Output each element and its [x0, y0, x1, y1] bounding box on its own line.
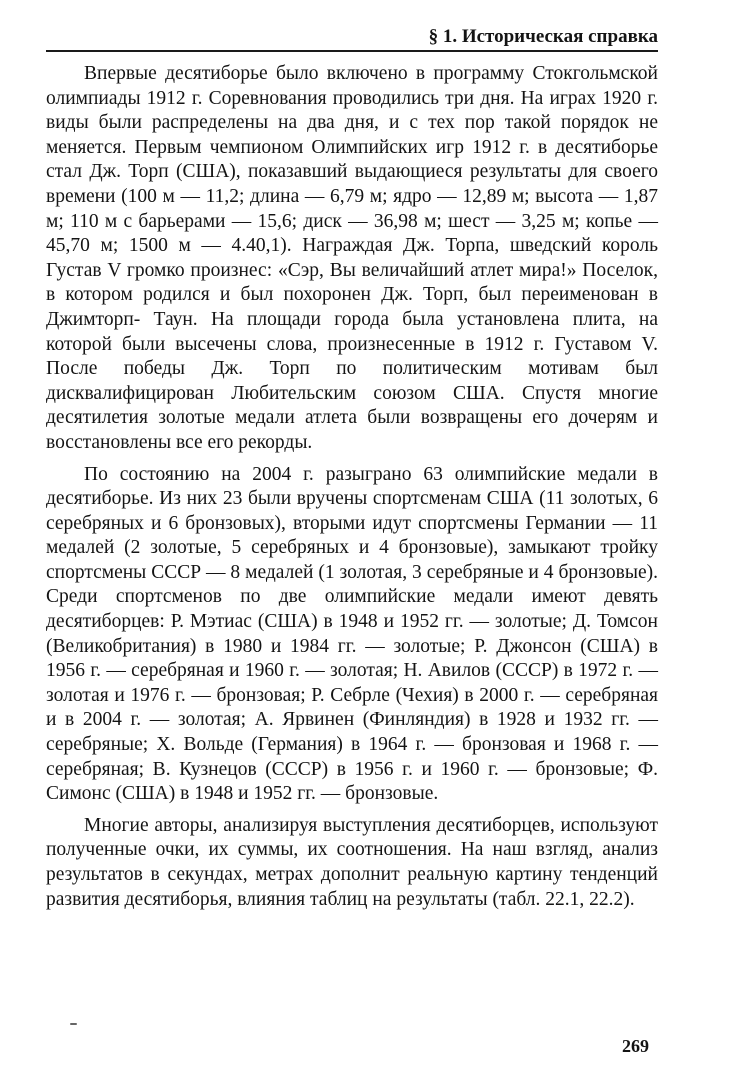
paragraph-medal-statistics: По состоянию на 2004 г. разыграно 63 олимпийские медали в десятиборье. Из них 23 были вручены спортсменам США (11 золотых, 6 серебряных и 6 бронзовых), вторыми идут спортсмены Германии — 11 медалей (2 золотые, 5 серебряных и 4 бронзовые), замыкают тройку спортсмены СССР — 8 медалей (1 золотая, 3 серебряные и 4 бронзовые). Среди спортсменов по две олимпийские медали имеют девять десятиборцев: Р. Мэтиас (США) в 1948 и 1952 гг. — золотые; Д. Томсон (Великобритания) в 1980 и 1984 гг. — золотые; Р. Джонсон (США) в 1956 г. — серебряная и 1960 г. — золотая; Н. Авилов (СССР) в 1972 г. — золотая и 1976 г. — бронзовая; Р. Себрле (Чехия) в 2000 г. — серебряная и в 2004 г. — золотая; А. Ярвинен (Финляндия) в 1928 и 1932 гг. — серебряные; Х. Вольде (Германия) в 1964 г. — бронзовая и 1968 г. — серебряная; В. Кузнецов (СССР) в 1956 г. и 1960 г. — бронзовые; Ф. Симонс (США) в 1948 и 1952 гг. — бронзовые.	[46, 463, 658, 805]
paragraph-analysis-approach: Многие авторы, анализируя выступления десятиборцев, используют полученные очки, их суммы, их соотношения. На наш взгляд, анализ результатов в секундах, метрах дополнит реальную картину тенденций развития десятиборья, влияния таблиц на результаты (табл. 22.1, 22.2).	[46, 814, 658, 910]
print-speck	[70, 1023, 77, 1025]
page-number: 269	[622, 1036, 649, 1056]
body-text	[46, 62, 658, 912]
running-head-section-title: § 1. Историческая справка	[46, 26, 658, 52]
paragraph-thorpe-history: Впервые десятиборье было включено в программу Стокгольмской олимпиады 1912 г. Соревнования проводились три дня. На играх 1920 г. виды были распределены на два дня, и с тех пор такой порядок не меняется. Первым чемпионом Олимпийских игр 1912 г. в десятиборье стал Дж. Торп (США), показавший выдающиеся результаты для своего времени (100 м — 11,2; длина — 6,79 м; ядро — 12,89 м; высота — 1,87 м; 110 м с барьерами — 15,6; диск — 36,98 м; шест — 3,25 м; копье — 45,70 м; 1500 м — 4.40,1). Награждая Дж. Торпа, шведский король Густав V громко произнес: «Сэр, Вы величайший атлет мира!» Поселок, в котором родился и был похоронен Дж. Торп, был переименован в Джимторп- Таун. На площади города была установлена плита, на которой были высечены слова, произнесенные в 1912 г. Густавом V. После победы Дж. Торп по политическим мотивам был дисквалифицирован Любительским союзом США. Спустя многие десятилетия золотые медали атлета были возвращены его дочерям и восстановлены все его рекорды.	[46, 63, 658, 453]
